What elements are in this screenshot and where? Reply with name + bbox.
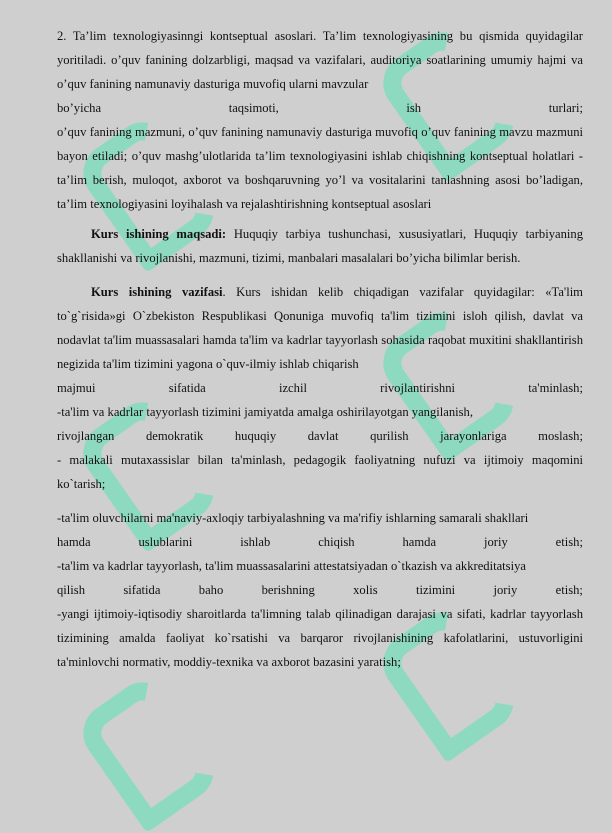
paragraph-intro-rest: o’quv fanining mazmuni, o’quv fanining namunaviy dasturiga muvofiq o’quv fanining mavzu mazmuni bayon etiladi; o’quv mashg’ulotlarida ta’lim texnologiyasini ishlab chiqishning kontseptual holatlari - ta’lim berish, muloqot, axborot va boshqaruvning yo’l va vositalarini tanlashning asosi bo’ladigan, ta’lim texnologiyasini loyihalash va rejalashtirishning kontseptual asoslari [57, 125, 583, 211]
document-page [57, 24, 583, 674]
goal-label: Kurs ishining maqsadi: [91, 227, 227, 241]
task-line: -yangi ijtimoiy-iqtisodiy sharoitlarda ta'limning talab qilinadigan darajasi va sifati, kadrlar tayyorlash tizimining amalda faoliyat ko`rsatishi va barqaror rivojlanishining kafolatlarini, ustuvorligini ta'minlovchi normativ, moddiy-texnika va axborot bazasini yaratish; [57, 607, 583, 669]
spread-line: hamda uslublarini ishlab chiqish hamda joriy etish; [57, 535, 583, 549]
spread-line: rivojlangan demokratik huquqiy davlat qurilish jarayonlariga moslash; [57, 429, 583, 443]
paragraph-tasks: Kurs ishining vazifasi. Kurs ishidan kelib chiqadigan vazifalar quyidagilar: «Ta'lim to`g`risida»gi O`zbekiston Respublikasi Qonuniga muvofiq ta'lim tizimini isloh qilish, davlat va nodavlat ta'lim muassasalari hamda ta'lim va kadrlar tayyorlash sohasida raqobat muxitini shakllantirish negizida ta'lim tizimini yagona o`quv-ilmiy ishlab chiqarish [57, 285, 583, 371]
tasks-label: Kurs ishining vazifasi [91, 285, 223, 299]
task-line: -ta'lim va kadrlar tayyorlash, ta'lim muassasalarini attestatsiyadan o`tkazish va akkreditatsiya [57, 559, 526, 573]
spread-line: majmui sifatida izchil rivojlantirishni ta'minlash; [57, 381, 583, 395]
task-line: - malakali mutaxassislar bilan ta'minlash, pedagogik faoliyatning nufuzi va ijtimoiy maqomini ko`tarish; [57, 453, 583, 491]
watermark-logo-icon [72, 674, 209, 816]
spread-line: qilish sifatida baho berishning xolis tizimini joriy etish; [57, 583, 583, 597]
spread-line: bo’yicha taqsimoti, ish turlari; [57, 101, 583, 115]
task-line: -ta'lim va kadrlar tayyorlash tizimini jamiyatda amalga oshirilayotgan yangilanish, [57, 405, 473, 419]
task-line: -ta'lim oluvchilarni ma'naviy-axloqiy tarbiyalashning va ma'rifiy ishlarning samarali shakllari [57, 511, 529, 525]
paragraph-intro: 2. Ta’lim texnologiyasinngi kontseptual asoslari. Ta’lim texnologiyasining bu qismida quyidagilar yoritiladi. o’quv fanining dolzarbligi, maqsad va vazifalari, auditoriya soatlarining umumiy hajmi va o’quv fanining namunaviy dasturiga muvofiq ularni mavzular [57, 29, 583, 91]
paragraph-goal: Kurs ishining maqsadi: Huquqiy tarbiya tushunchasi, xususiyatlari, Huquqiy tarbiyaning shakllanishi va rivojlanishi, mazmuni, tizimi, manbalari masalalari bo’yicha bilimlar berish. [57, 227, 583, 265]
